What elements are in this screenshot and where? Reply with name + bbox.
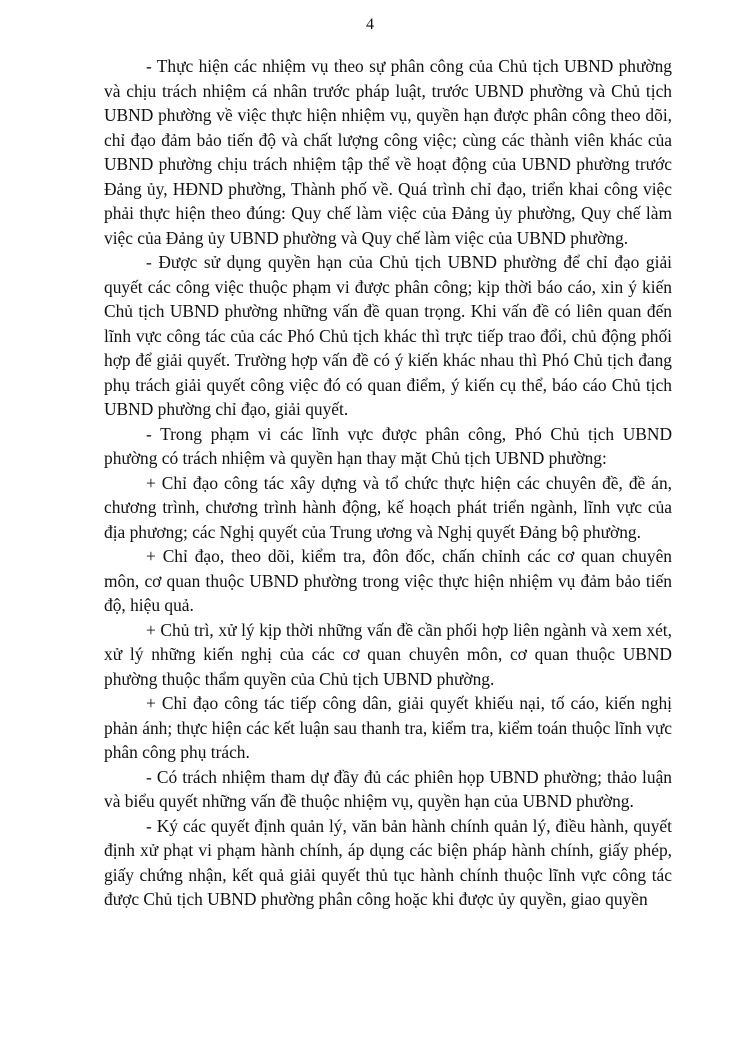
document-body (104, 54, 672, 912)
paragraph-coordinate-issues: + Chủ trì, xử lý kịp thời những vấn đề cần phối hợp liên ngành và xem xét, xử lý những kiến nghị của các cơ quan chuyên môn, cơ quan thuộc UBND phường thuộc thẩm quyền của Chủ tịch UBND phường. (104, 619, 672, 689)
paragraph-direct-projects: + Chỉ đạo công tác xây dựng và tổ chức thực hiện các chuyên đề, đề án, chương trình, chương trình hành động, kế hoạch phát triển ngành, lĩnh vực của địa phương; các Nghị quyết của Trung ương và Nghị quyết Đảng bộ phường. (104, 472, 672, 542)
paragraph-sign-decisions: - Ký các quyết định quản lý, văn bản hành chính quản lý, điều hành, quyết định xử phạt vi phạm hành chính, áp dụng các biện pháp hành chính, giấy phép, giấy chứng nhận, kết quả giải quyết thủ tục hành chính thuộc lĩnh vực công tác được Chủ tịch UBND phường phân công hoặc khi được ủy quyền, giao quyền (104, 815, 672, 909)
paragraph-scope: - Trong phạm vi các lĩnh vực được phân công, Phó Chủ tịch UBND phường có trách nhiệm và quyền hạn thay mặt Chủ tịch UBND phường: (104, 423, 672, 468)
paragraph-attend-meetings: - Có trách nhiệm tham dự đầy đủ các phiên họp UBND phường; thảo luận và biểu quyết những vấn đề thuộc nhiệm vụ, quyền hạn của UBND phường. (104, 766, 672, 811)
paragraph-citizen-reception: + Chỉ đạo công tác tiếp công dân, giải quyết khiếu nại, tố cáo, kiến nghị phản ánh; thực hiện các kết luận sau thanh tra, kiểm tra, kiểm toán thuộc lĩnh vực phân công phụ trách. (104, 693, 672, 762)
page-number: 4 (366, 16, 374, 33)
paragraph-monitor-agencies: + Chỉ đạo, theo dõi, kiểm tra, đôn đốc, chấn chỉnh các cơ quan chuyên môn, cơ quan thuộc UBND phường trong việc thực hiện nhiệm vụ đảm bảo tiến độ, hiệu quả. (104, 546, 672, 615)
paragraph-authority: - Được sử dụng quyền hạn của Chủ tịch UBND phường để chỉ đạo giải quyết các công việc thuộc phạm vi được phân công; kịp thời báo cáo, xin ý kiến Chủ tịch UBND phường những vấn đề quan trọng. Khi vấn đề có liên quan đến lĩnh vực công tác của các Phó Chủ tịch khác thì trực tiếp trao đổi, chủ động phối hợp để giải quyết. Trường hợp vấn đề có ý kiến khác nhau thì Phó Chủ tịch đang phụ trách giải quyết công việc đó có quan điểm, ý kiến cụ thể, báo cáo Chủ tịch UBND phường chỉ đạo, giải quyết. (104, 252, 672, 419)
paragraph-responsibility: - Thực hiện các nhiệm vụ theo sự phân công của Chủ tịch UBND phường và chịu trách nhiệm cá nhân trước pháp luật, trước UBND phường và Chủ tịch UBND phường về việc thực hiện nhiệm vụ, quyền hạn được phân công theo dõi, chỉ đạo đảm bảo tiến độ và chất lượng công việc; cùng các thành viên khác của UBND phường chịu trách nhiệm tập thể về hoạt động của UBND phường trước Đảng ủy, HĐND phường, Thành phố về. Quá trình chỉ đạo, triển khai công việc phải thực hiện theo đúng: Quy chế làm việc của Đảng ủy phường, Quy chế làm việc của Đảng ủy UBND phường và Quy chế làm việc của UBND phường. (104, 56, 672, 248)
